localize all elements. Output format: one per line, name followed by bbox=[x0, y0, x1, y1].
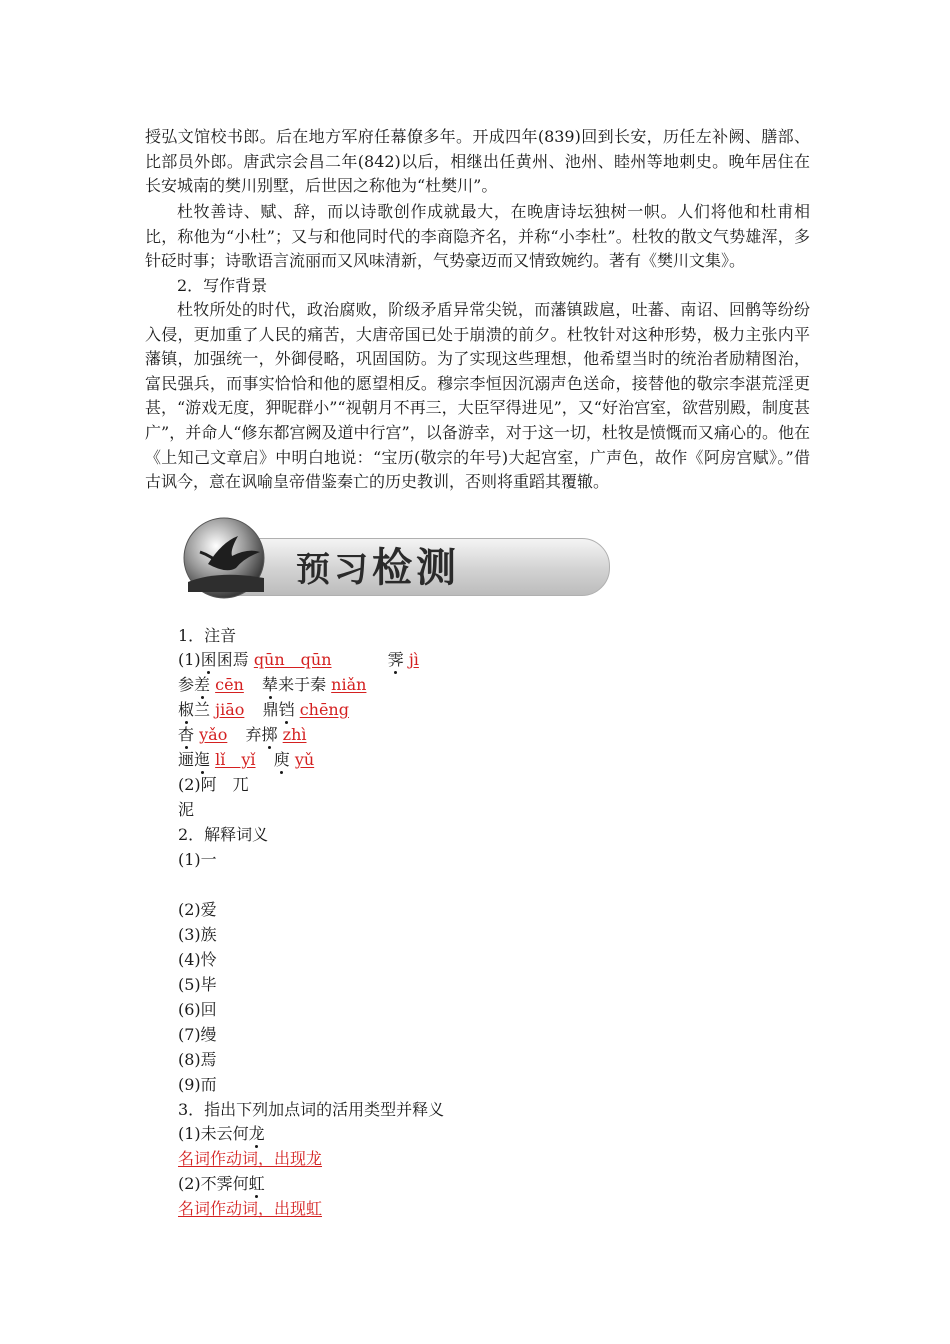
q1-row-7: 泥 bbox=[178, 800, 195, 819]
q3-answer-1 bbox=[178, 1149, 322, 1169]
q1-r3-word-1: 椒 bbox=[178, 700, 195, 719]
q2-item-7: (7)缦 bbox=[178, 1025, 217, 1044]
q3-answer-1-text: 名词作动词，出现龙 bbox=[178, 1149, 323, 1168]
q1-r3-word-4: 铛 bbox=[278, 700, 295, 719]
q1-r3-answer-1: jiāo bbox=[215, 700, 245, 719]
section-heading-background: 2．写作背景 bbox=[177, 276, 268, 295]
q1-r2-word-2: 差 bbox=[194, 675, 211, 694]
q3-item-1-text: (1)未云何 bbox=[178, 1124, 249, 1143]
banner-char-2: 习 bbox=[334, 550, 372, 590]
q1-r4-word-3: 掷 bbox=[261, 725, 278, 744]
q1-r5-word-1: 逦 bbox=[178, 750, 195, 769]
q3-item-2 bbox=[178, 1174, 265, 1194]
preview-test-banner bbox=[178, 512, 612, 600]
q3-answer-2 bbox=[178, 1199, 322, 1219]
q2-item-8: (8)焉 bbox=[178, 1050, 217, 1069]
q3-item-2-text: (2)不霁何 bbox=[178, 1174, 249, 1193]
banner-char-3: 检 bbox=[372, 544, 416, 591]
q2-item-4: (4)怜 bbox=[178, 950, 217, 969]
q1-r3-word-2: 兰 bbox=[194, 700, 211, 719]
q1-row-4 bbox=[178, 725, 307, 745]
q1-r1-answer-1: qūn qūn bbox=[253, 650, 332, 669]
intro-paragraph-2: 杜牧善诗、赋、辞，而以诗歌创作成就最大，在晚唐诗坛独树一帜。人们将他和杜甫相比，称他为“小杜”；又与和他同时代的李商隐齐名，并称“小李杜”。杜牧的散文气势雄浑，多针砭时事；诗歌语言流丽而又风味清新，气势豪迈而又情致婉约。著有《樊川文集》。 bbox=[145, 202, 810, 271]
q1-r3-answer-2: chēng bbox=[299, 700, 349, 719]
q1-r1-answer-2: jì bbox=[408, 650, 419, 669]
q2-item-9: (9)而 bbox=[178, 1075, 217, 1094]
q1-r1-word-2: 囷 bbox=[216, 650, 233, 669]
banner-title bbox=[296, 540, 460, 596]
q2-item-5: (5)毕 bbox=[178, 975, 217, 994]
q1-r1-prefix: (1) bbox=[178, 650, 201, 669]
q1-row-1 bbox=[178, 650, 419, 670]
q3-title: 3．指出下列加点词的活用类型并释义 bbox=[178, 1100, 445, 1119]
q1-r4-answer-2: zhì bbox=[282, 725, 307, 744]
q3-item-1 bbox=[178, 1124, 265, 1144]
q1-row-2 bbox=[178, 675, 366, 695]
q1-r3-word-3: 鼎 bbox=[262, 700, 279, 719]
q1-r4-word-2: 弃 bbox=[245, 725, 262, 744]
q1-r5-answer-1: lǐ yǐ bbox=[215, 750, 256, 769]
q2-item-1: (1)一 bbox=[178, 850, 217, 869]
q3-item-2-dotted: 虹 bbox=[248, 1174, 265, 1193]
q1-r1-word-3: 焉 bbox=[232, 650, 249, 669]
q1-r2-word-1: 参 bbox=[178, 675, 195, 694]
q1-r4-word-1: 杳 bbox=[178, 725, 195, 744]
q1-row-5 bbox=[178, 750, 314, 770]
q1-r5-answer-2: yǔ bbox=[294, 750, 315, 769]
q1-r2-word-4: 来于秦 bbox=[278, 675, 327, 694]
background-paragraph: 杜牧所处的时代，政治腐败，阶级矛盾异常尖锐，而藩镇跋扈，吐蕃、南诏、回鹘等纷纷入侵，更加重了人民的痛苦，大唐帝国已处于崩溃的前夕。杜牧针对这种形势，极力主张内平藩镇，加强统一，外御侵略，巩固国防。为了实现这些理想，他希望当时的统治者励精图治，富民强兵，而事实恰恰和他的愿望相反。穆宗李恒因沉溺声色送命，接替他的敬宗李湛荒淫更甚，“游戏无度，狎昵群小”“视朝月不再三，大臣罕得进见”，又“好治宫室，欲营别殿，制度甚广”，并命人“修东都宫阙及道中行宫”，以备游幸，对于这一切，杜牧是愤慨而又痛心的。他在《上知己文章启》中明白地说：“宝历(敬宗的年号)大起宫室，广声色，故作《阿房宫赋》。”借古讽今，意在讽喻皇帝借鉴秦亡的历史教训，否则将重蹈其覆辙。 bbox=[145, 300, 810, 492]
q3-answer-2-text: 名词作动词，出现虹 bbox=[178, 1199, 323, 1218]
q1-r5-word-2: 迤 bbox=[194, 750, 211, 769]
q1-r2-answer-2: niǎn bbox=[331, 675, 367, 694]
q2-item-3: (3)族 bbox=[178, 925, 217, 944]
q3-item-1-dotted: 龙 bbox=[248, 1124, 265, 1143]
q1-r1-word-4: 霁 bbox=[387, 650, 404, 669]
q1-r4-answer-1: yǎo bbox=[199, 725, 228, 744]
crane-icon bbox=[178, 512, 278, 600]
banner-char-1: 预 bbox=[296, 550, 334, 590]
q1-title: 1．注音 bbox=[178, 626, 237, 645]
q1-row-6: (2)阿 兀 bbox=[178, 775, 249, 794]
q1-r2-answer-1: cēn bbox=[215, 675, 244, 694]
q1-row-3 bbox=[178, 700, 349, 720]
intro-paragraph-1: 授弘文馆校书郎。后在地方军府任幕僚多年。开成四年(839)回到长安，历任左补阙、膳部、比部员外郎。唐武宗会昌二年(842)以后，相继出任黄州、池州、睦州等地刺史。晚年居住在长安城南的樊川别墅，后世因之称他为“杜樊川”。 bbox=[145, 127, 810, 196]
q2-item-6: (6)回 bbox=[178, 1000, 217, 1019]
q1-r5-word-3: 庾 bbox=[273, 750, 290, 769]
banner-char-4: 测 bbox=[416, 544, 460, 591]
q2-title: 2．解释词义 bbox=[178, 825, 269, 844]
q2-item-2: (2)爱 bbox=[178, 900, 217, 919]
q1-r1-word-1: 囷 bbox=[200, 650, 217, 669]
q1-r2-word-3: 辇 bbox=[262, 675, 279, 694]
